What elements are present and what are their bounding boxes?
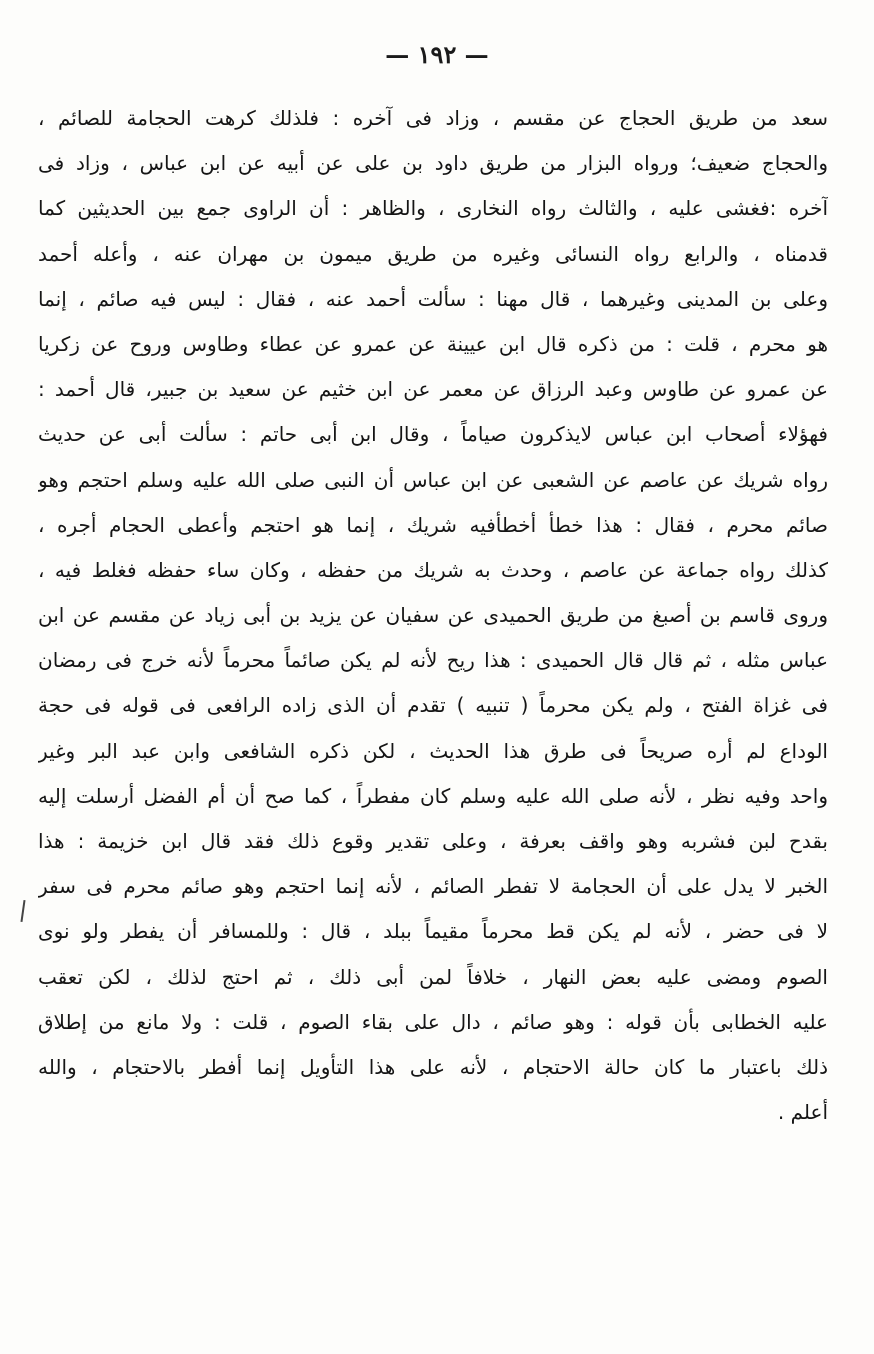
text-line: بقدح لبن فشربه وهو واقف بعرفة ، وعلى تقدير وقوع ذلك فقد قال ابن خزيمة : هذا: [38, 829, 828, 853]
text-line: أعلم .: [777, 1100, 828, 1125]
text-line: رواه شريك عن عاصم عن الشعبى عن ابن عباس أن النبى صلى الله عليه وسلم احتجم وهو: [38, 467, 828, 492]
text-line: وعلى بن المدينى وغيرهما ، قال مهنا : سألت أحمد عنه ، فقال : ليس فيه صائم ، إنما: [38, 286, 828, 311]
text-line: سعد من طريق الحجاج عن مقسم ، وزاد فى آخره : فلذلك كرهت الحجامة للصائم ،: [38, 106, 828, 130]
page-number: — ١٩٢ —: [385, 40, 489, 69]
text-line: هو محرم ، قلت : من ذكره قال ابن عيينة عن عمرو عن عطاء وطاوس وروح عن زكريا: [38, 331, 828, 356]
body-text: [38, 96, 828, 1135]
text-line: عباس مثله ، ثم قال قال الحميدى : هذا ريح لأنه لم يكن صائماً محرماً لأنه خرج فى رمضان: [38, 648, 828, 673]
margin-mark: [20, 900, 25, 922]
text-line: الوداع لم أره صريحاً فى طرق هذا الحديث ، لكن ذكره الشافعى وابن عبد البر وغير: [38, 738, 828, 763]
text-line: كذلك رواه جماعة عن عاصم ، وحدث به شريك من حفظه ، وكان ساء حفظه فغلط فيه ،: [38, 557, 828, 582]
text-line: آخره :فغشى عليه ، والثالث رواه النخارى ، والظاهر : أن الراوى جمع بين الحديثين كما: [38, 196, 828, 221]
text-line: فهؤلاء أصحاب ابن عباس لايذكرون صياماً ، وقال ابن أبى حاتم : سألت أبى عن حديث: [38, 422, 828, 447]
text-line: والحجاج ضعيف؛ ورواه البزار من طريق داود بن على عن أبيه عن ابن عباس ، وزاد فى: [38, 151, 828, 176]
text-line: الصوم ومضى عليه بعض النهار ، خلافاً لمن أبى ذلك ، ثم احتج لذلك ، لكن تعقب: [38, 964, 828, 989]
text-line: وروى قاسم بن أصبغ من طريق الحميدى عن سفيان عن يزيد بن أبى زياد عن مقسم عن ابن: [38, 603, 828, 628]
text-line: الخبر لا يدل على أن الحجامة لا تفطر الصائم ، لأنه إنما احتجم وهو صائم محرم فى سفر: [38, 874, 828, 899]
text-line: عن عمرو عن طاوس وعبد الرزاق عن معمر عن ابن خثيم عن سعيد بن جبير، قال أحمد :: [38, 377, 828, 402]
text-line: عليه الخطابى بأن قوله : وهو صائم ، دال على بقاء الصوم ، قلت : ولا مانع من إطلاق: [38, 1009, 828, 1034]
text-line: واحد وفيه نظر ، لأنه صلى الله عليه وسلم كان مفطراً ، كما صح أن أم الفضل أرسلت إليه: [38, 783, 828, 808]
text-line: لا فى حضر ، لأنه لم يكن قط محرماً مقيماً ببلد ، قال : وللمسافر أن يفطر ولو نوى: [38, 919, 828, 944]
text-line: ذلك باعتبار ما كان حالة الاحتجام ، لأنه على هذا التأويل إنما أفطر بالاحتجام ، والله: [38, 1054, 828, 1079]
text-line: قدمناه ، والرابع رواه النسائى وغيره من طريق ميمون بن مهران عنه ، وأعله أحمد: [38, 241, 828, 266]
text-line: صائم محرم ، فقال : هذا خطأ أخطأفيه شريك ، إنما هو احتجم وأعطى الحجام أجره ،: [38, 512, 828, 537]
text-line: فى غزاة الفتح ، ولم يكن محرماً ( تنبيه ) تقدم أن الذى زاده الرافعى فى قوله فى حجة: [38, 693, 828, 718]
